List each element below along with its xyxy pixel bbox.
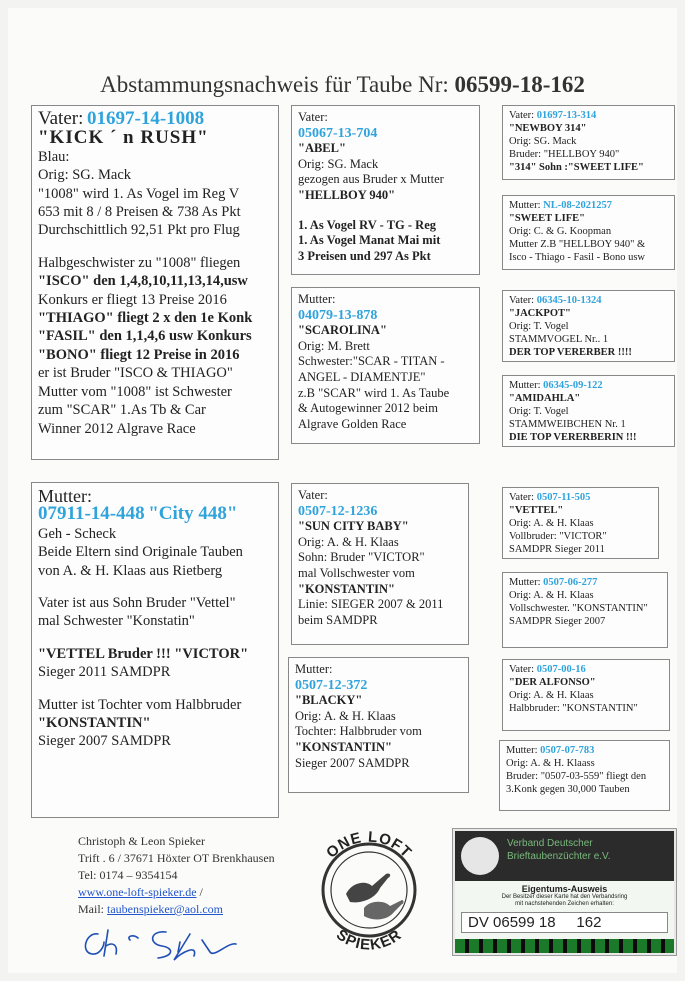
logo-bottom-text: SPIEKER [333, 926, 405, 954]
mm-label: Mutter: [295, 662, 333, 676]
one-loft-spieker-logo [306, 816, 432, 956]
description-line: Beide Eltern sind Originale Tauben [38, 544, 243, 561]
ancestor-ring: 0507-06-277 [543, 577, 598, 588]
vater-name: "KICK ´ n RUSH" [38, 127, 209, 149]
ancestor-header [509, 663, 663, 676]
description-line: Vater ist aus Sohn Bruder "Vettel" [38, 595, 236, 612]
description-line: mal Schwester "Konstatin" [38, 613, 195, 630]
ancestor-box [499, 740, 670, 811]
vm-description [298, 339, 473, 433]
card-pattern-strip [455, 939, 674, 953]
mm-name: "BLACKY" [295, 693, 363, 708]
ancestor-ring: 01697-13-314 [536, 110, 597, 121]
ancestor-line: SAMDPR Sieger 2007 [509, 616, 606, 627]
ancestor-line: Mutter Z.B "HELLBOY 940" & [509, 239, 646, 250]
description-line: von A. & H. Klaas aus Rietberg [38, 562, 223, 579]
ancestor-label: Vater: [509, 295, 535, 306]
description-line: zum "SCAR" 1.As Tb & Car [38, 402, 206, 419]
ancestor-line: Orig: A. & H. Klaass [506, 758, 595, 769]
card-small-text-2: mit nachstehenden Zeichen erhalten: [515, 901, 614, 907]
card-org-line-2: Brieftaubenzüchter e.V. [507, 851, 611, 862]
description-line: beim SAMDPR [298, 612, 378, 627]
description-line: Sohn: Bruder "VICTOR" [298, 550, 425, 565]
ancestor-label: Mutter: [509, 577, 541, 588]
vv-label: Vater: [298, 110, 328, 124]
vv-name: "ABEL" [298, 141, 346, 156]
ancestor-line: Orig: T. Vogel [509, 321, 569, 332]
mv-box [291, 483, 469, 645]
ancestor-label: Mutter: [509, 380, 541, 391]
description-line: "KONSTANTIN" [38, 715, 151, 732]
ancestor-line: Orig: A. & H. Klaas [509, 690, 594, 701]
ancestor-box [502, 290, 675, 362]
description-line [38, 580, 272, 594]
ancestor-line: Halbbruder: "KONSTANTIN" [509, 703, 638, 714]
ancestor-header [509, 294, 668, 307]
description-line: Orig: A. & H. Klaas [295, 708, 396, 723]
mv-label: Vater: [298, 488, 328, 502]
vv-ring: 05067-13-704 [298, 125, 378, 141]
svg-text:ONE LOFT [323, 829, 415, 862]
vm-box [291, 287, 480, 444]
mm-ring: 0507-12-372 [295, 677, 368, 693]
card-org-line-1: Verband Deutscher [507, 838, 593, 849]
ancestor-box [502, 375, 675, 447]
ancestor-ring: 0507-11-505 [536, 492, 591, 503]
ancestor-header [506, 744, 663, 757]
description-line: Mutter ist Tochter vom Halbbruder [38, 696, 242, 713]
ancestor-line: STAMMWEIBCHEN Nr. 1 [509, 419, 626, 430]
ancestor-box [502, 487, 659, 559]
ancestor-label: Vater: [509, 664, 535, 675]
mm-description [295, 709, 462, 771]
description-line: Geh - Scheck [38, 525, 117, 542]
breeder-name: Christoph & Leon Spieker [78, 834, 205, 848]
ancestor-line: Bruder: "HELLBOY 940" [509, 149, 620, 160]
description-line: Orig: SG. Mack [298, 156, 379, 171]
mail-label: Mail: [78, 902, 107, 916]
description-line: 3 Preisen und 297 As Pkt [298, 248, 431, 263]
mutter-box [31, 482, 279, 818]
description-line: Sieger 2011 SAMDPR [38, 664, 171, 681]
description-line: 1. As Vogel Manat Mai mit [298, 233, 441, 248]
ancestor-ring: 0507-00-16 [536, 664, 586, 675]
ancestor-header [509, 109, 668, 122]
breeder-phone: Tel: 0174 – 9354154 [78, 868, 178, 882]
description-line: 1. As Vogel RV - TG - Reg [298, 217, 437, 232]
ancestor-line: DER TOP VERERBER !!!! [509, 347, 632, 358]
vater-label: Vater: [38, 108, 84, 129]
mv-name: "SUN CITY BABY" [298, 519, 409, 534]
vater-ring: 01697-14-1008 [87, 108, 205, 129]
vv-box [291, 105, 480, 275]
description-line: z.B "SCAR" wird 1. As Taube [298, 385, 450, 400]
description-line: "KONSTANTIN" [298, 581, 395, 596]
mutter-description [38, 525, 272, 751]
ancestor-line: 3.Konk gegen 30,000 Tauben [506, 784, 630, 795]
svg-text:SPIEKER [333, 926, 405, 953]
vm-name: "SCAROLINA" [298, 323, 387, 338]
description-line: ANGEL - DIAMENTJE" [298, 369, 426, 384]
ancestor-label: Mutter: [506, 745, 538, 756]
ancestor-line: Bruder: "0507-03-559" fliegt den [506, 771, 647, 782]
ancestor-line: DIE TOP VERERBERIN !!! [509, 432, 637, 443]
ancestor-ring: NL-08-2021257 [543, 200, 612, 211]
ancestor-label: Vater: [509, 492, 535, 503]
description-line: Durchschittlich 92,51 Pkt pro Flug [38, 222, 240, 239]
website-link[interactable]: www.one-loft-spieker.de [78, 885, 197, 899]
verband-logo-icon [461, 837, 499, 875]
ancestor-line: STAMMVOGEL Nr.. 1 [509, 334, 609, 345]
title-ring-number: 06599-18-162 [454, 72, 585, 97]
ancestor-line: Orig: A. & H. Klaas [509, 518, 594, 529]
description-line: Linie: SIEGER 2007 & 2011 [298, 597, 444, 612]
ancestor-box [502, 105, 675, 180]
card-heading: Eigentums-Ausweis [521, 884, 608, 894]
ancestor-line: Vollbruder: "VICTOR" [509, 531, 607, 542]
pigeon-icon [346, 873, 390, 902]
mv-description [298, 535, 462, 629]
ancestor-header [509, 199, 668, 212]
ancestor-line: Orig: A. & H. Klaas [509, 590, 594, 601]
ancestor-line: Orig: C. & G. Koopman [509, 226, 612, 237]
ancestor-line: "VETTEL" [509, 505, 564, 516]
description-line: "THIAGO" fliegt 2 x den 1e Konk [38, 310, 253, 327]
ancestor-line: Isco - Thiago - Fasil - Bono usw [509, 252, 646, 263]
ancestor-line: "JACKPOT" [509, 308, 571, 319]
breeder-address: Trift . 6 / 37671 Höxter OT Brenkhausen [78, 851, 275, 865]
ancestor-ring: 06345-10-1324 [536, 295, 602, 306]
ancestor-line: Orig: T. Vogel [509, 406, 569, 417]
description-line: Orig: SG. Mack [38, 167, 132, 184]
description-line: "ISCO" den 1,4,8,10,11,13,14,usw [38, 273, 248, 290]
card-ring-number: DV 06599 18 162 [461, 912, 668, 933]
mv-ring: 0507-12-1236 [298, 503, 378, 519]
description-line: er ist Bruder "ISCO & THIAGO" [38, 365, 233, 382]
vater-description [38, 148, 272, 438]
ancestor-label: Vater: [509, 110, 535, 121]
description-line: "FASIL" den 1,1,4,6 usw Konkurs [38, 328, 252, 345]
description-line: "KONSTANTIN" [295, 739, 392, 754]
ancestor-label: Mutter: [509, 200, 541, 211]
ancestor-header [509, 491, 652, 504]
vm-label: Mutter: [298, 292, 336, 306]
website-separator: / [196, 885, 203, 899]
signature [78, 922, 248, 962]
vm-ring: 04079-13-878 [298, 307, 378, 323]
ancestor-line: SAMDPR Sieger 2011 [509, 544, 605, 555]
ancestor-line: Orig: SG. Mack [509, 136, 577, 147]
description-line: gezogen aus Bruder x Mutter [298, 172, 444, 187]
description-line: & Autogewinner 2012 beim [298, 401, 438, 416]
logo-top-text: ONE LOFT [323, 828, 416, 862]
mutter-name: "City 448" [148, 503, 238, 525]
mm-box [288, 657, 469, 793]
description-line: Blau: [38, 148, 70, 165]
description-line: "1008" wird 1. As Vogel im Reg V [38, 185, 240, 202]
ancestor-header [509, 576, 661, 589]
description-line: Halbgeschwister zu "1008" fliegen [38, 254, 241, 271]
ancestor-line: "SWEET LIFE" [509, 213, 585, 224]
vv-description [298, 157, 473, 265]
description-line: Mutter vom "1008" ist Schwester [38, 383, 232, 400]
description-line: "VETTEL Bruder !!! "VICTOR" [38, 645, 249, 662]
ancestor-box [502, 659, 670, 731]
description-line: "BONO" fliegt 12 Preise in 2016 [38, 346, 240, 363]
card-header [455, 831, 674, 881]
card-small-text-1: Der Besitzer dieser Karte hat den Verbandsring [501, 894, 628, 900]
description-line: Sieger 2007 SAMDPR [38, 733, 171, 750]
ancestor-line: "314" Sohn :"SWEET LIFE" [509, 162, 644, 173]
page-title [0, 72, 685, 98]
description-line [38, 631, 272, 645]
description-line: "HELLBOY 940" [298, 187, 396, 202]
title-prefix: Abstammungsnachweis für Taube Nr: [100, 72, 449, 97]
description-line: Algrave Golden Race [298, 416, 407, 431]
mutter-label: Mutter: [38, 486, 92, 506]
pigeon-icon [364, 900, 404, 919]
description-line: Tochter: Halbbruder vom [295, 724, 422, 739]
ancestor-line: "DER ALFONSO" [509, 677, 596, 688]
ancestor-box [502, 195, 675, 270]
email-link[interactable]: taubenspieker@aol.com [107, 902, 224, 916]
ancestor-ring: 0507-07-783 [540, 745, 595, 756]
ancestor-line: Vollschwester. "KONSTANTIN" [509, 603, 648, 614]
breeder-contact [78, 833, 275, 967]
vater-box [31, 105, 279, 460]
card-body [455, 881, 674, 939]
description-line: Schwester:"SCAR - TITAN - [298, 354, 445, 369]
ancestor-line: "AMIDAHLA" [509, 393, 581, 404]
ancestor-box [502, 572, 668, 648]
description-line: Winner 2012 Algrave Race [38, 420, 196, 437]
ownership-card [452, 828, 677, 956]
description-line: Sieger 2007 SAMDPR [295, 755, 410, 770]
mutter-ring: 07911-14-448 [38, 503, 145, 525]
description-line: Orig: A. & H. Klaas [298, 534, 399, 549]
ancestor-header [509, 379, 668, 392]
description-line [38, 240, 272, 254]
description-line [298, 204, 473, 218]
ancestor-ring: 06345-09-122 [543, 380, 603, 391]
description-line [38, 682, 272, 696]
ancestor-line: "NEWBOY 314" [509, 123, 587, 134]
card-org [507, 837, 611, 863]
description-line: Orig: M. Brett [298, 338, 370, 353]
description-line: 653 mit 8 / 8 Preisen & 738 As Pkt [38, 204, 241, 221]
description-line: mal Vollschwester vom [298, 565, 415, 580]
description-line: Konkurs er fliegt 13 Preise 2016 [38, 291, 227, 308]
